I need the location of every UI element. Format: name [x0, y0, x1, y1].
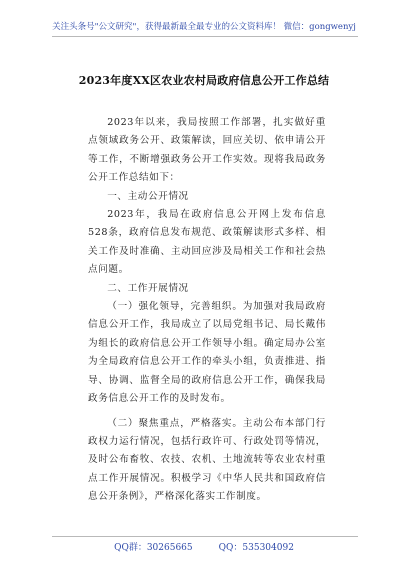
footer-qq-number: QQ：535304092 [218, 543, 294, 553]
active-disclosure-paragraph: 2023年，我局在政府信息公开网上发布信息528条，政府信息发布规范、政策解读形式多样、相关工作及时准确、主动回应涉及局相关工作和社会热点问题。 [88, 209, 326, 276]
document-title: 2023年度XX区农业农村局政府信息公开工作总结 [78, 74, 330, 87]
intro-paragraph: 2023年以来，我局按照工作部署，扎实做好重点领域政务公开、政策解读，回应关切、依申请公开等工作，不断增强政务公开工作实效。现将我局政务公开工作总结如下： [88, 117, 326, 184]
footer-divider [52, 536, 358, 537]
work-item-focus-paragraph: （二）聚焦重点，严格落实。主动公布本部门行政权力运行情况，包括行政许可、行政处罚等情况，及时公布畜牧、农技、农机、土地流转等农业农村重点工作开展情况。积极学习《中华人民共和国政府信息公开条例》，严格深化落实工作制度。 [88, 417, 326, 503]
footer-contacts [0, 540, 408, 553]
section-heading-work-progress: 二、工作开展情况 [107, 282, 189, 294]
header-divider [52, 36, 358, 37]
header-promo-note: 关注头条号"公文研究"，获得最新最全最专业的公文资料库！ 微信：gongwenyj [52, 22, 356, 32]
section-heading-active-disclosure: 一、主动公开情况 [107, 190, 189, 202]
work-item-leadership-paragraph: （一）强化领导，完善组织。为加强对我局政府信息公开工作，我局成立了以局党组书记、局长戴伟为组长的政府信息公开工作领导小组。确定局办公室为全局政府信息公开工作的牵头小组，负责推进、指导、协调、监督全局的政府信息公开工作，确保我局政务信息公开工作的及时发布。 [88, 301, 326, 405]
footer-qq-group: QQ群：30265665 [114, 543, 193, 553]
document-body [88, 114, 326, 507]
